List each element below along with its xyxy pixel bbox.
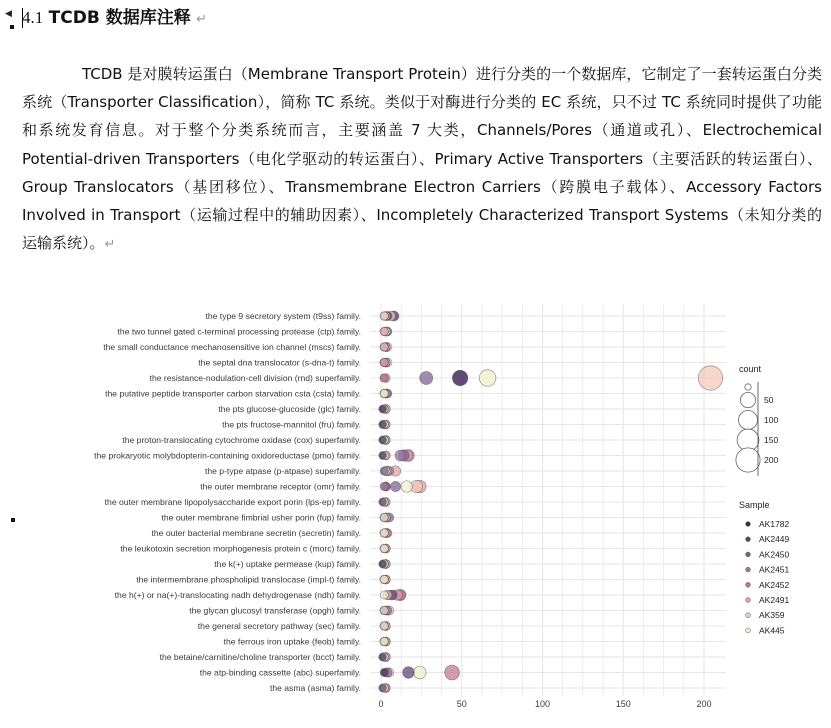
category-label: the k(+) uptake permease (kup) family. xyxy=(214,559,361,569)
return-mark-icon: ↵ xyxy=(196,12,208,27)
x-tick-label: 50 xyxy=(456,699,467,709)
data-point xyxy=(380,513,388,521)
color-legend-key xyxy=(746,598,751,603)
color-legend-key xyxy=(746,552,751,557)
color-legend-key xyxy=(746,522,751,527)
heading-title: TCDB 数据库注释 xyxy=(48,8,191,28)
category-label: the glycan glucosyl transferase (opgh) family. xyxy=(189,605,361,616)
category-label: the general secretory pathway (sec) family. xyxy=(197,621,361,631)
category-label: the proton-translocating cytochrome oxidase (cox) superfamily. xyxy=(122,435,361,445)
data-point xyxy=(390,481,400,491)
color-legend-label: AK445 xyxy=(759,625,785,636)
category-label: the asma (asma) family. xyxy=(269,683,361,693)
data-point xyxy=(380,389,388,397)
size-legend-label: 150 xyxy=(764,435,779,445)
data-point xyxy=(403,667,415,679)
data-point xyxy=(380,529,388,537)
data-point xyxy=(379,421,387,429)
data-point xyxy=(420,371,433,384)
color-legend-label: AK359 xyxy=(759,610,785,621)
size-legend-key xyxy=(740,392,755,407)
data-point xyxy=(380,374,388,382)
paragraph-mark-icon xyxy=(10,25,14,29)
data-point xyxy=(380,668,388,676)
data-point xyxy=(380,637,388,645)
category-label: the two tunnel gated c-terminal processing protease (ctp) family. xyxy=(117,326,361,337)
category-label: the betaine/carnitine/choline transporter (bcct) family. xyxy=(159,652,361,662)
data-point xyxy=(380,467,388,475)
color-legend-key xyxy=(746,613,751,618)
category-label: the septal dna translocator (s-dna-t) family. xyxy=(198,357,361,368)
category-label: the outer bacterial membrane secretin (secretin) family. xyxy=(151,528,361,538)
data-point xyxy=(380,482,388,490)
size-legend-key xyxy=(736,448,760,472)
data-point xyxy=(479,370,496,387)
color-legend-label: AK2452 xyxy=(759,579,790,590)
data-point xyxy=(380,591,388,599)
category-label: the leukotoxin secretion morphogenesis protein c (morc) family. xyxy=(120,543,361,554)
data-point xyxy=(401,481,412,492)
x-tick-label: 200 xyxy=(696,699,712,709)
category-label: the outer membrane receptor (omr) family. xyxy=(200,481,361,492)
color-legend-label: AK2450 xyxy=(759,549,790,560)
body-paragraph xyxy=(22,60,822,259)
data-point xyxy=(413,666,426,679)
category-label: the ferrous iron uptake (feob) family. xyxy=(223,636,361,647)
data-point xyxy=(380,312,388,320)
color-legend-label: AK2451 xyxy=(759,564,790,575)
category-label: the putative peptide transporter carbon starvation csta (csta) family. xyxy=(105,388,361,399)
chart-svg xyxy=(0,296,831,724)
size-legend-key xyxy=(745,384,751,390)
x-tick-label: 100 xyxy=(534,699,551,709)
category-label: the pts fructose-mannitol (fru) family. xyxy=(222,419,361,430)
data-point xyxy=(380,544,388,552)
color-legend-label: AK2491 xyxy=(759,595,790,605)
return-mark-icon: ↵ xyxy=(104,237,116,253)
data-point xyxy=(445,665,460,680)
collapse-triangle-icon[interactable]: ◀ xyxy=(5,9,12,19)
data-point xyxy=(380,575,388,583)
category-label: the outer membrane lipopolysaccharide export porin (lps-ep) family. xyxy=(104,497,361,507)
category-label: the atp-binding cassette (abc) superfamily. xyxy=(199,667,361,678)
size-legend-label: 50 xyxy=(764,395,774,405)
data-point xyxy=(379,498,387,506)
x-tick-label: 150 xyxy=(615,699,631,709)
category-label: the small conductance mechanosensitive ion channel (mscs) family. xyxy=(103,342,361,352)
data-point xyxy=(379,684,387,692)
section-heading xyxy=(22,6,207,30)
color-legend-key xyxy=(746,628,751,633)
heading-number: 4.1 xyxy=(22,8,44,27)
data-point xyxy=(379,436,387,444)
data-point xyxy=(380,622,388,630)
category-label: the p-type atpase (p-atpase) superfamily. xyxy=(204,466,361,476)
category-label: the h(+) or na(+)-translocating nadh dehydrogenase (ndh) family. xyxy=(114,590,361,600)
category-label: the resistance-nodulation-cell division (rnd) superfamily. xyxy=(149,373,361,383)
size-legend-label: 200 xyxy=(764,455,779,465)
size-legend-key xyxy=(739,411,758,430)
data-point xyxy=(380,327,388,335)
color-legend-key xyxy=(746,537,751,542)
data-point xyxy=(379,560,387,568)
color-legend-key xyxy=(746,567,751,572)
size-legend-title: count xyxy=(739,364,762,374)
category-label: the intermembrane phospholipid translocase (impl-t) family. xyxy=(136,574,361,585)
paragraph-text: TCDB 是对膜转运蛋白（Membrane Transport Protein）进行分类的一个数据库，它制定了一套转运蛋白分类系统（Transporter Classification），简称 TC 系统。类似于对酶进行分类的 EC 系统，只不过 TC 系统同时提供了功能和系统发育信息。对于整个分类系统而言，主要涵盖 7 大类，Channels/Pores（通道或孔）、Electrochemical Potential-driven Transporters（电化学驱动的转运蛋白）、Primary Active Transporters（主要活跃的转运蛋白）、Group Translocators（基团移位）、Transmembrane Electron Carriers（跨膜电子载体）、Accessory Factors Involved in Transport（运输过程中的辅助因素）、Incompletely Characterized Transport Systems（未知分类的运输系统）。 xyxy=(22,65,822,253)
data-point xyxy=(379,405,387,413)
tcdb-bubble-chart xyxy=(0,296,831,724)
data-point xyxy=(395,450,406,461)
color-legend-key xyxy=(746,582,751,587)
color-legend-label: AK1782 xyxy=(759,519,790,529)
color-legend-label: AK2449 xyxy=(759,534,790,545)
category-label: the outer membrane fimbrial usher porin (fup) family. xyxy=(161,512,361,523)
data-point xyxy=(380,358,388,366)
data-point xyxy=(698,366,722,390)
data-point xyxy=(380,343,388,351)
category-label: the pts glucose-glucoside (glc) family. xyxy=(218,404,361,414)
x-tick-label: 0 xyxy=(378,699,384,709)
size-legend-label: 100 xyxy=(764,415,779,425)
data-point xyxy=(380,606,388,614)
data-point xyxy=(453,370,468,385)
data-point xyxy=(379,653,387,661)
color-legend-title: Sample xyxy=(739,500,770,510)
category-label: the type 9 secretory system (t9ss) family. xyxy=(205,311,361,321)
data-point xyxy=(379,452,387,460)
category-label: the prokaryotic molybdopterin-containing oxidoreductase (pmo) family. xyxy=(94,450,361,461)
